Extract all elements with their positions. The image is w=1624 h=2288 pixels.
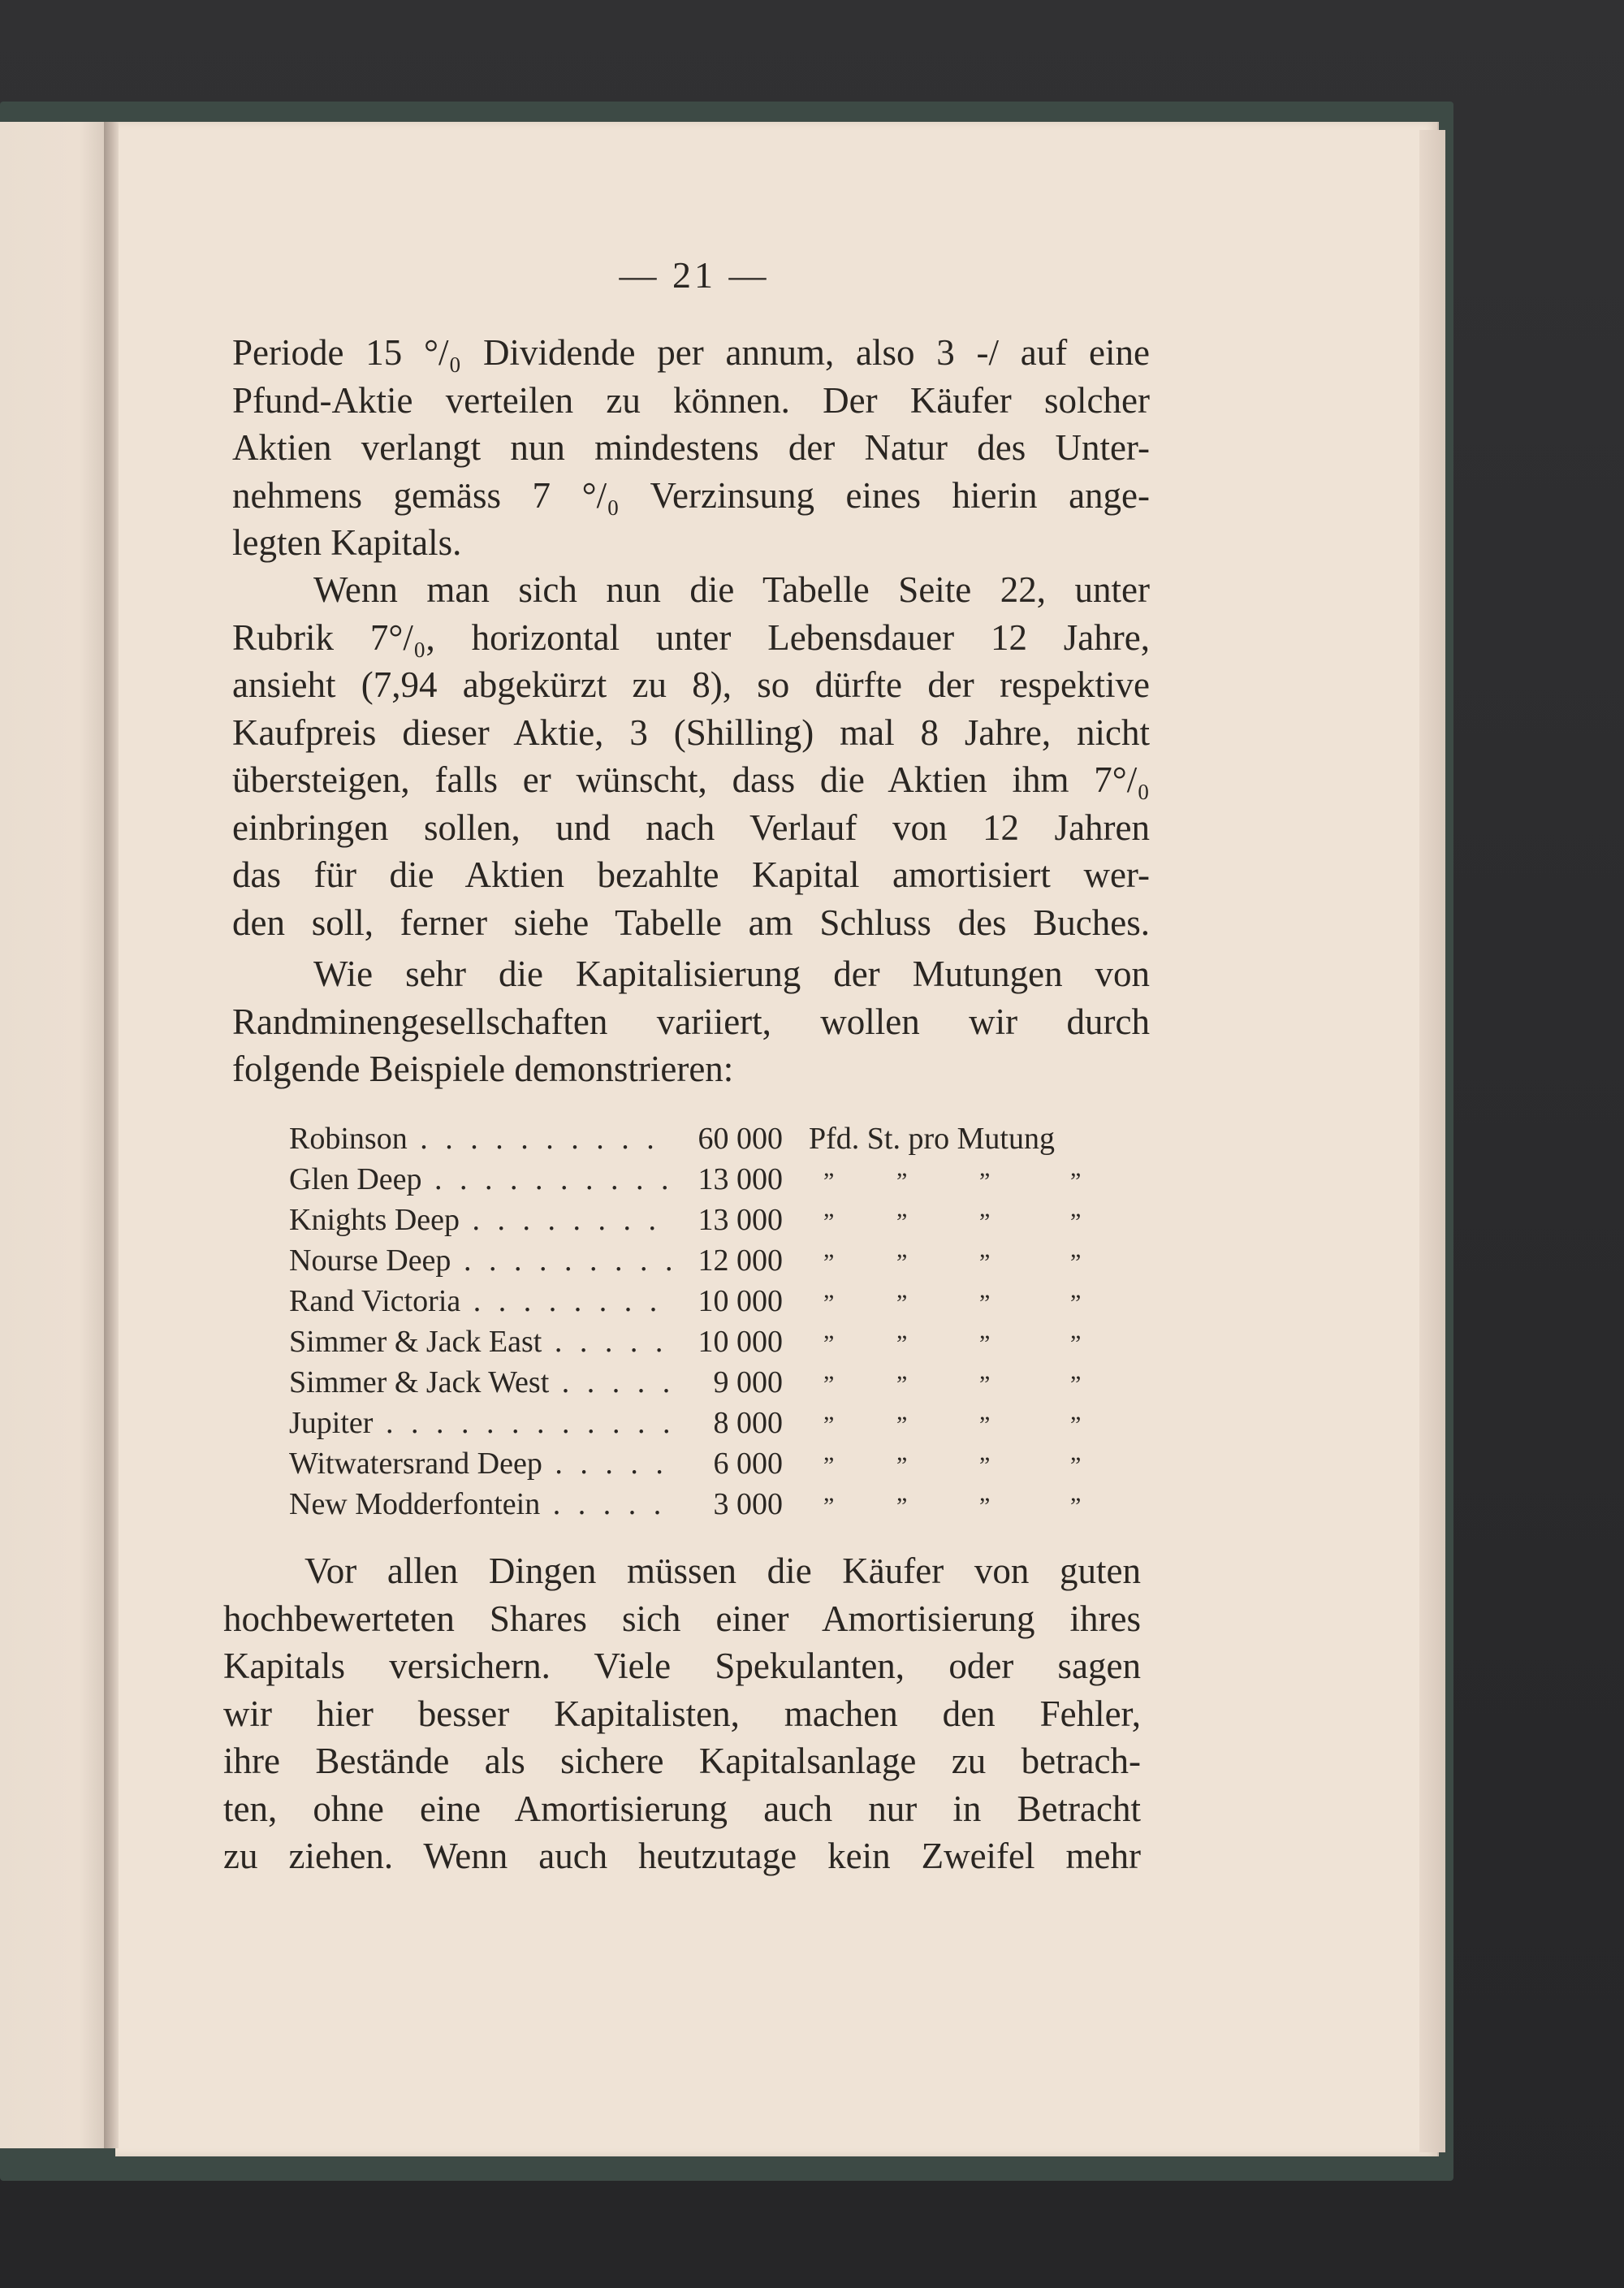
dot-leader (289, 1324, 671, 1365)
ditto-mark: ” (979, 1371, 991, 1398)
text-line: den soll, ferner siehe Tabelle am Schluss des Buches. (232, 902, 1150, 943)
mine-name: Simmer & Jack East . . . (289, 1324, 671, 1360)
table-row (289, 1405, 1142, 1446)
ditto-mark: ” (823, 1168, 835, 1195)
mine-name: Robinson . . . (289, 1121, 671, 1157)
text-line: legten Kapitals. (232, 522, 462, 563)
text-line: einbringen sollen, und nach Verlauf von 12 Jahren (232, 807, 1150, 848)
capital-amount: 6 000 (713, 1447, 783, 1481)
ditto-mark: ” (1070, 1452, 1082, 1479)
dot-leader (289, 1405, 671, 1446)
table-row (289, 1486, 1142, 1527)
ditto-mark: ” (896, 1290, 908, 1317)
mine-name: Glen Deep . . . (289, 1161, 671, 1197)
capital-amount: 8 000 (713, 1406, 783, 1440)
dot-leader (289, 1121, 671, 1161)
dot-leader (289, 1283, 671, 1324)
ditto-mark: ” (896, 1371, 908, 1398)
text-line: folgende Beispiele demonstrieren: (232, 1049, 734, 1089)
text-line: übersteigen, falls er wünscht, dass die Aktien ihm 7°/₀ (232, 759, 1150, 800)
ditto-mark: ” (823, 1290, 835, 1317)
mine-name: Nourse Deep . . . (289, 1243, 671, 1278)
ditto-mark: ” (1070, 1168, 1082, 1195)
text-line: Randminengesellschaften variiert, wollen wir durch (232, 1001, 1150, 1042)
ditto-mark: ” (979, 1452, 991, 1479)
ditto-mark: ” (979, 1249, 991, 1276)
mine-name: Rand Victoria . . . (289, 1283, 671, 1319)
ditto-mark: ” (1070, 1330, 1082, 1357)
ditto-mark: ” (979, 1168, 991, 1195)
text-line: Aktien verlangt nun mindestens der Natur des Unter- (232, 427, 1150, 468)
dot-leader (289, 1365, 671, 1405)
ditto-mark: ” (896, 1412, 908, 1438)
capital-amount: 60 000 (698, 1122, 783, 1156)
dot-leader (289, 1161, 671, 1202)
table-row (289, 1283, 1142, 1324)
ditto-mark: ” (823, 1493, 835, 1520)
ditto-mark: ” (979, 1330, 991, 1357)
text-line: Pfund-Aktie verteilen zu können. Der Käufer solcher (232, 379, 1150, 421)
ditto-mark: ” (823, 1452, 835, 1479)
ditto-mark: ” (896, 1493, 908, 1520)
ditto-mark: ” (979, 1209, 991, 1235)
text-line: ansieht (7,94 abgekürzt zu 8), so dürfte der respektive (232, 664, 1150, 705)
capital-amount: 3 000 (713, 1487, 783, 1521)
ditto-mark: ” (1070, 1371, 1082, 1398)
capital-amount: 10 000 (698, 1325, 783, 1359)
capital-amount: 9 000 (713, 1365, 783, 1399)
dot-leader (289, 1486, 671, 1527)
capital-amount: 10 000 (698, 1284, 783, 1318)
text-line: ten, ohne eine Amortisierung auch nur in Betracht (223, 1788, 1141, 1829)
ditto-mark: ” (1070, 1249, 1082, 1276)
text-line: Kaufpreis dieser Aktie, 3 (Shilling) mal 8 Jahre, nicht (232, 711, 1150, 753)
text-line: Wie sehr die Kapitalisierung der Mutungen von (313, 954, 1150, 994)
table-row (289, 1365, 1142, 1405)
text-line: Kapitals versichern. Viele Spekulanten, oder sagen (223, 1646, 1141, 1686)
ditto-mark: ” (1070, 1209, 1082, 1235)
paragraph-3 (232, 950, 1150, 1093)
capital-amount: 13 000 (698, 1162, 783, 1196)
mutungen-table (289, 1121, 1142, 1527)
ditto-mark: ” (896, 1330, 908, 1357)
ditto-mark: ” (1070, 1412, 1082, 1438)
capital-amount: 12 000 (698, 1243, 783, 1278)
table-row (289, 1446, 1142, 1486)
mine-name: Jupiter . . . (289, 1405, 671, 1441)
page-stack-edge (1419, 130, 1445, 2152)
ditto-mark: ” (823, 1209, 835, 1235)
ditto-mark: ” (979, 1290, 991, 1317)
paragraph-2 (232, 566, 1150, 946)
book-gutter (104, 122, 119, 2148)
text-line: hochbewerteten Shares sich einer Amortisierung ihres (223, 1598, 1141, 1639)
ditto-mark: ” (823, 1371, 835, 1398)
paragraph-1 (232, 329, 1150, 567)
ditto-mark: ” (979, 1493, 991, 1520)
text-line: Wenn man sich nun die Tabelle Seite 22, unter (313, 569, 1150, 610)
dot-leader (289, 1202, 671, 1243)
paragraph-4 (223, 1547, 1141, 1880)
table-row (289, 1121, 1142, 1161)
ditto-mark: ” (979, 1412, 991, 1438)
ditto-mark: ” (896, 1168, 908, 1195)
text-line: nehmens gemäss 7 °/₀ Verzinsung eines hierin ange- (232, 474, 1150, 516)
text-line: Rubrik 7°/₀, horizontal unter Lebensdauer 12 Jahre, (232, 616, 1150, 658)
ditto-mark: ” (1070, 1290, 1082, 1317)
previous-page-edge (0, 122, 114, 2148)
text-line: wir hier besser Kapitalisten, machen den Fehler, (223, 1693, 1141, 1734)
unit-label: Pfd. St. pro Mutung (809, 1122, 1055, 1156)
table-row (289, 1202, 1142, 1243)
text-line: Vor allen Dingen müssen die Käufer von guten (304, 1551, 1141, 1591)
ditto-mark: ” (823, 1412, 835, 1438)
capital-amount: 13 000 (698, 1203, 783, 1237)
table-row (289, 1161, 1142, 1202)
table-row (289, 1324, 1142, 1365)
dot-leader (289, 1446, 671, 1486)
mine-name: Witwatersrand Deep . . . (289, 1446, 671, 1481)
ditto-mark: ” (823, 1330, 835, 1357)
text-line: Periode 15 °/₀ Dividende per annum, also 3 -/ auf eine (232, 332, 1150, 373)
text-line: ihre Bestände als sichere Kapitalsanlage zu betrach- (223, 1741, 1141, 1781)
mine-name: Knights Deep . . . (289, 1202, 671, 1238)
ditto-mark: ” (823, 1249, 835, 1276)
mine-name: Simmer & Jack West . . . (289, 1365, 671, 1400)
mine-name: New Modderfontein . . . (289, 1486, 671, 1522)
ditto-mark: ” (896, 1209, 908, 1235)
text-line: das für die Aktien bezahlte Kapital amortisiert wer- (232, 854, 1150, 895)
ditto-mark: ” (1070, 1493, 1082, 1520)
dot-leader (289, 1243, 671, 1283)
ditto-mark: ” (896, 1452, 908, 1479)
ditto-mark: ” (896, 1249, 908, 1276)
page-number: — 21 — (619, 254, 770, 296)
table-row (289, 1243, 1142, 1283)
text-line: zu ziehen. Wenn auch heutzutage kein Zweifel mehr (223, 1836, 1141, 1876)
